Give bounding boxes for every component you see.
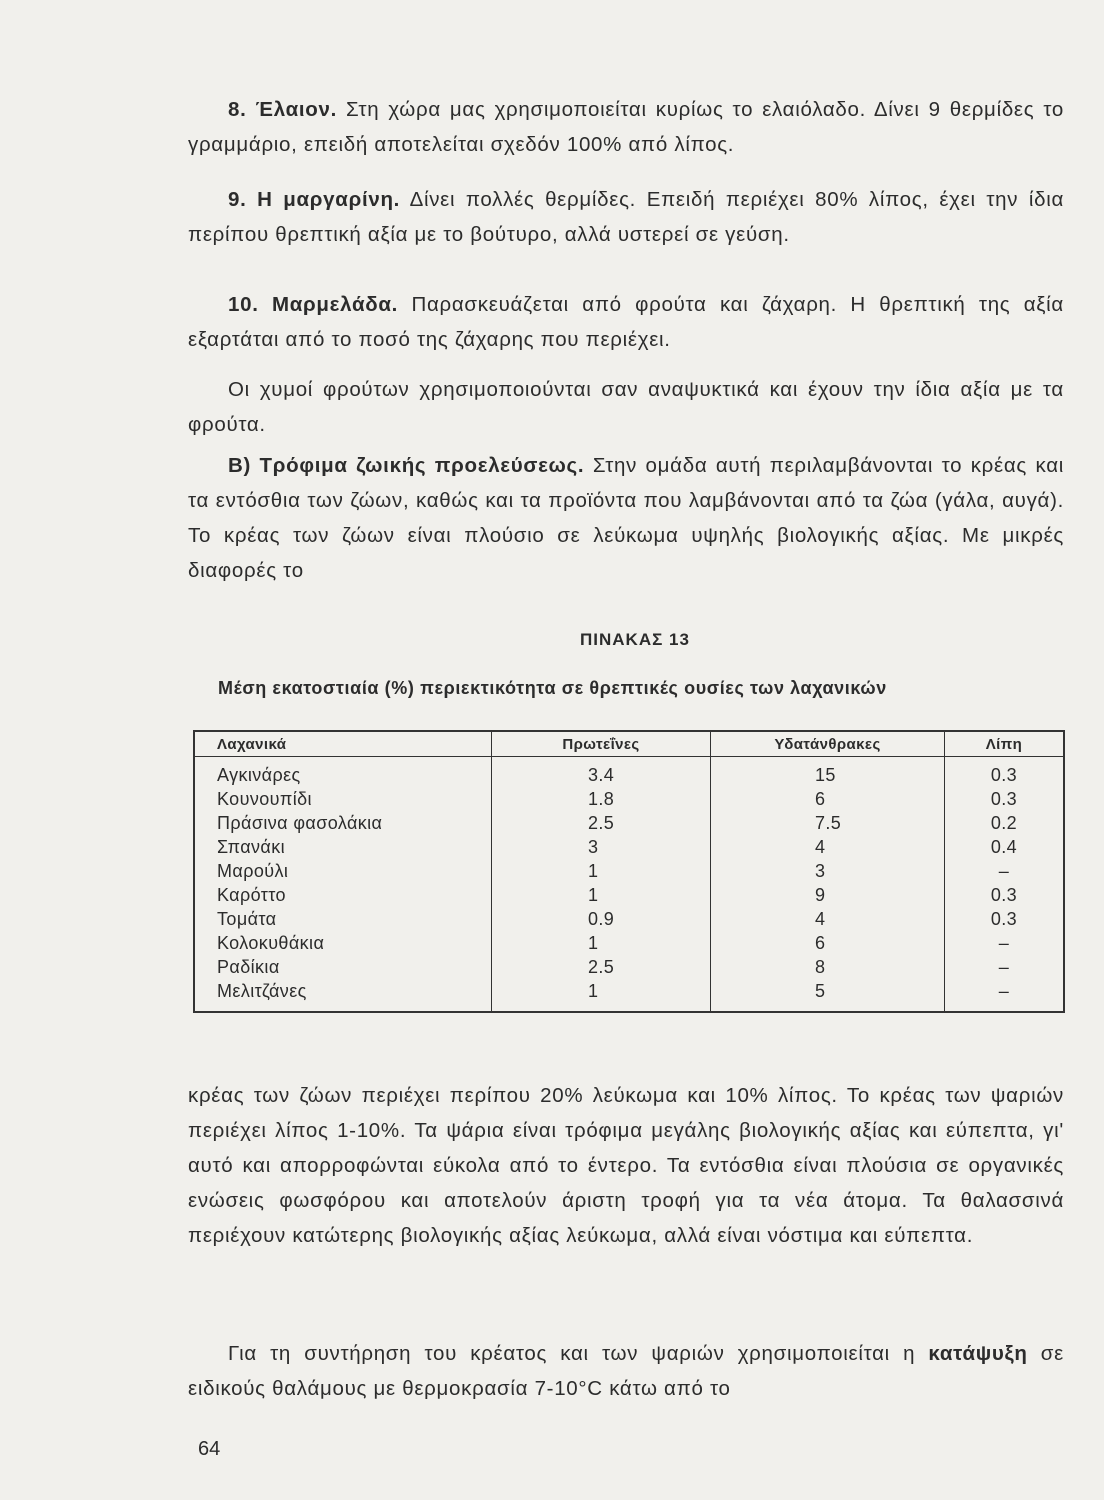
cell-vegetable: Κουνουπίδι <box>217 789 312 809</box>
table-row <box>194 835 1064 859</box>
cell-fat: – <box>945 859 1065 883</box>
table-header-row <box>194 731 1064 757</box>
header-fats: Λίπη <box>945 731 1065 757</box>
cell-protein: 1 <box>492 979 711 1012</box>
cell-protein: 1.8 <box>492 787 711 811</box>
cell-vegetable: Σπανάκι <box>217 837 286 857</box>
cell-carbs: 8 <box>711 955 945 979</box>
cell-fat: 0.3 <box>945 883 1065 907</box>
cell-vegetable: Πράσινα φασολάκια <box>217 813 383 833</box>
table-caption: Μέση εκατοστιαία (%) περιεκτικότητα σε θρεπτικές ουσίες των λαχανικών <box>218 678 887 698</box>
paragraph-animal-foods <box>188 448 1064 588</box>
header-vegetables: Λαχανικά <box>194 731 492 757</box>
text-animal-foods: Στην ομάδα αυτή περιλαμβάνονται το κρέας και τα εντόσθια των ζώων, καθώς και τα προϊόντα που λαμβάνονται από τα ζώα (γάλα, αυγά). Το κρέας των ζώων είναι πλούσιο σε λεύκωμα υψηλής βιολογικής αξίας. Με μικρές διαφορές το <box>188 454 1065 582</box>
text-meat-fish: κρέας των ζώων περιέχει περίπου 20% λεύκωμα και 10% λίπος. Το κρέας των ψαριών περιέχει λίπος 1-10%. Τα ψάρια είναι τρόφιμα μεγάλης βιολογικής αξίας και εύπεπτα, γι' αυτό και απορροφώνται εύκολα από το έντερο. Τα εντόσθια είναι πλούσια σε οργανικές ενώσεις φωσφόρου και αποτελούν άριστη τροφή για τα νέα άτομα. Τα θαλασσινά περιέχουν κατώτερης βιολογικής αξίας λεύκωμα, αλλά είναι νόστιμα και εύπεπτα. <box>188 1084 1064 1247</box>
heading-animal-foods: Β) Τρόφιμα ζωικής προελεύσεως. <box>228 454 585 477</box>
cell-vegetable: Καρόττο <box>217 885 286 905</box>
table-row <box>194 955 1064 979</box>
text-preservation-before: Για τη συντήρηση του κρέατος και των ψαριών χρησιμοποιείται η <box>228 1342 929 1365</box>
cell-protein: 2.5 <box>492 955 711 979</box>
cell-protein: 1 <box>492 883 711 907</box>
cell-carbs: 5 <box>711 979 945 1012</box>
cell-vegetable: Μαρούλι <box>217 861 289 881</box>
paragraph-meat-fish <box>188 1078 1064 1253</box>
text-juices: Οι χυμοί φρούτων χρησιμοποιούνται σαν αναψυκτικά και έχουν την ίδια αξία με τα φρούτα. <box>188 378 1064 436</box>
cell-fat: 0.4 <box>945 835 1065 859</box>
cell-protein: 3.4 <box>492 757 711 788</box>
cell-vegetable: Κολοκυθάκια <box>217 933 325 953</box>
text-oil: Στη χώρα μας χρησιμοποιείται κυρίως το ελαιόλαδο. Δίνει 9 θερμίδες το γραμμάριο, επειδή αποτελείται σχεδόν 100% από λίπος. <box>188 98 1064 156</box>
paragraph-juices <box>188 372 1064 442</box>
cell-carbs: 3 <box>711 859 945 883</box>
cell-protein: 3 <box>492 835 711 859</box>
cell-protein: 0.9 <box>492 907 711 931</box>
cell-fat: – <box>945 979 1065 1012</box>
cell-vegetable: Ραδίκια <box>217 957 280 977</box>
cell-vegetable: Μελιτζάνες <box>217 981 307 1001</box>
cell-fat: – <box>945 955 1065 979</box>
cell-vegetable: Αγκινάρες <box>217 765 301 785</box>
cell-fat: 0.3 <box>945 907 1065 931</box>
cell-carbs: 15 <box>711 757 945 788</box>
table-row <box>194 757 1064 788</box>
cell-fat: 0.2 <box>945 811 1065 835</box>
table-row <box>194 811 1064 835</box>
cell-carbs: 4 <box>711 835 945 859</box>
text-preservation-after: σε ειδικούς θαλάμους με θερμοκρασία 7-10°C κάτω από το <box>188 1342 1064 1400</box>
page-number: 64 <box>198 1438 221 1460</box>
cell-protein: 1 <box>492 859 711 883</box>
text-margarine: Δίνει πολλές θερμίδες. Επειδή περιέχει 80% λίπος, έχει την ίδια περίπου θρεπτική αξία με το βούτυρο, αλλά υστερεί σε γεύση. <box>188 188 1065 246</box>
cell-protein: 1 <box>492 931 711 955</box>
heading-oil: 8. Έλαιον. <box>228 98 337 121</box>
header-carbohydrates: Υδατάνθρακες <box>711 731 945 757</box>
cell-vegetable: Τομάτα <box>217 909 277 929</box>
vegetables-table <box>193 730 1065 1013</box>
table-row <box>194 931 1064 955</box>
paragraph-margarine <box>188 182 1064 252</box>
table-row <box>194 859 1064 883</box>
text-jam: Παρασκευάζεται από φρούτα και ζάχαρη. Η θρεπτική της αξία εξαρτάται από το ποσό της ζάχαρης που περιέχει. <box>188 293 1064 351</box>
term-freezing: κατάψυξη <box>928 1342 1028 1365</box>
paragraph-oil <box>188 92 1064 162</box>
table-title: ΠΙΝΑΚΑΣ 13 <box>580 630 690 649</box>
cell-fat: 0.3 <box>945 757 1065 788</box>
table-row <box>194 979 1064 1012</box>
table-row <box>194 907 1064 931</box>
cell-protein: 2.5 <box>492 811 711 835</box>
paragraph-preservation <box>188 1336 1064 1406</box>
heading-jam: 10. Μαρμελάδα. <box>228 293 399 316</box>
cell-fat: – <box>945 931 1065 955</box>
cell-carbs: 6 <box>711 787 945 811</box>
table-row <box>194 883 1064 907</box>
table-row <box>194 787 1064 811</box>
cell-carbs: 4 <box>711 907 945 931</box>
cell-carbs: 9 <box>711 883 945 907</box>
cell-carbs: 7.5 <box>711 811 945 835</box>
cell-carbs: 6 <box>711 931 945 955</box>
paragraph-jam <box>188 287 1064 357</box>
cell-fat: 0.3 <box>945 787 1065 811</box>
header-proteins: Πρωτεΐνες <box>492 731 711 757</box>
heading-margarine: 9. Η μαργαρίνη. <box>228 188 401 211</box>
